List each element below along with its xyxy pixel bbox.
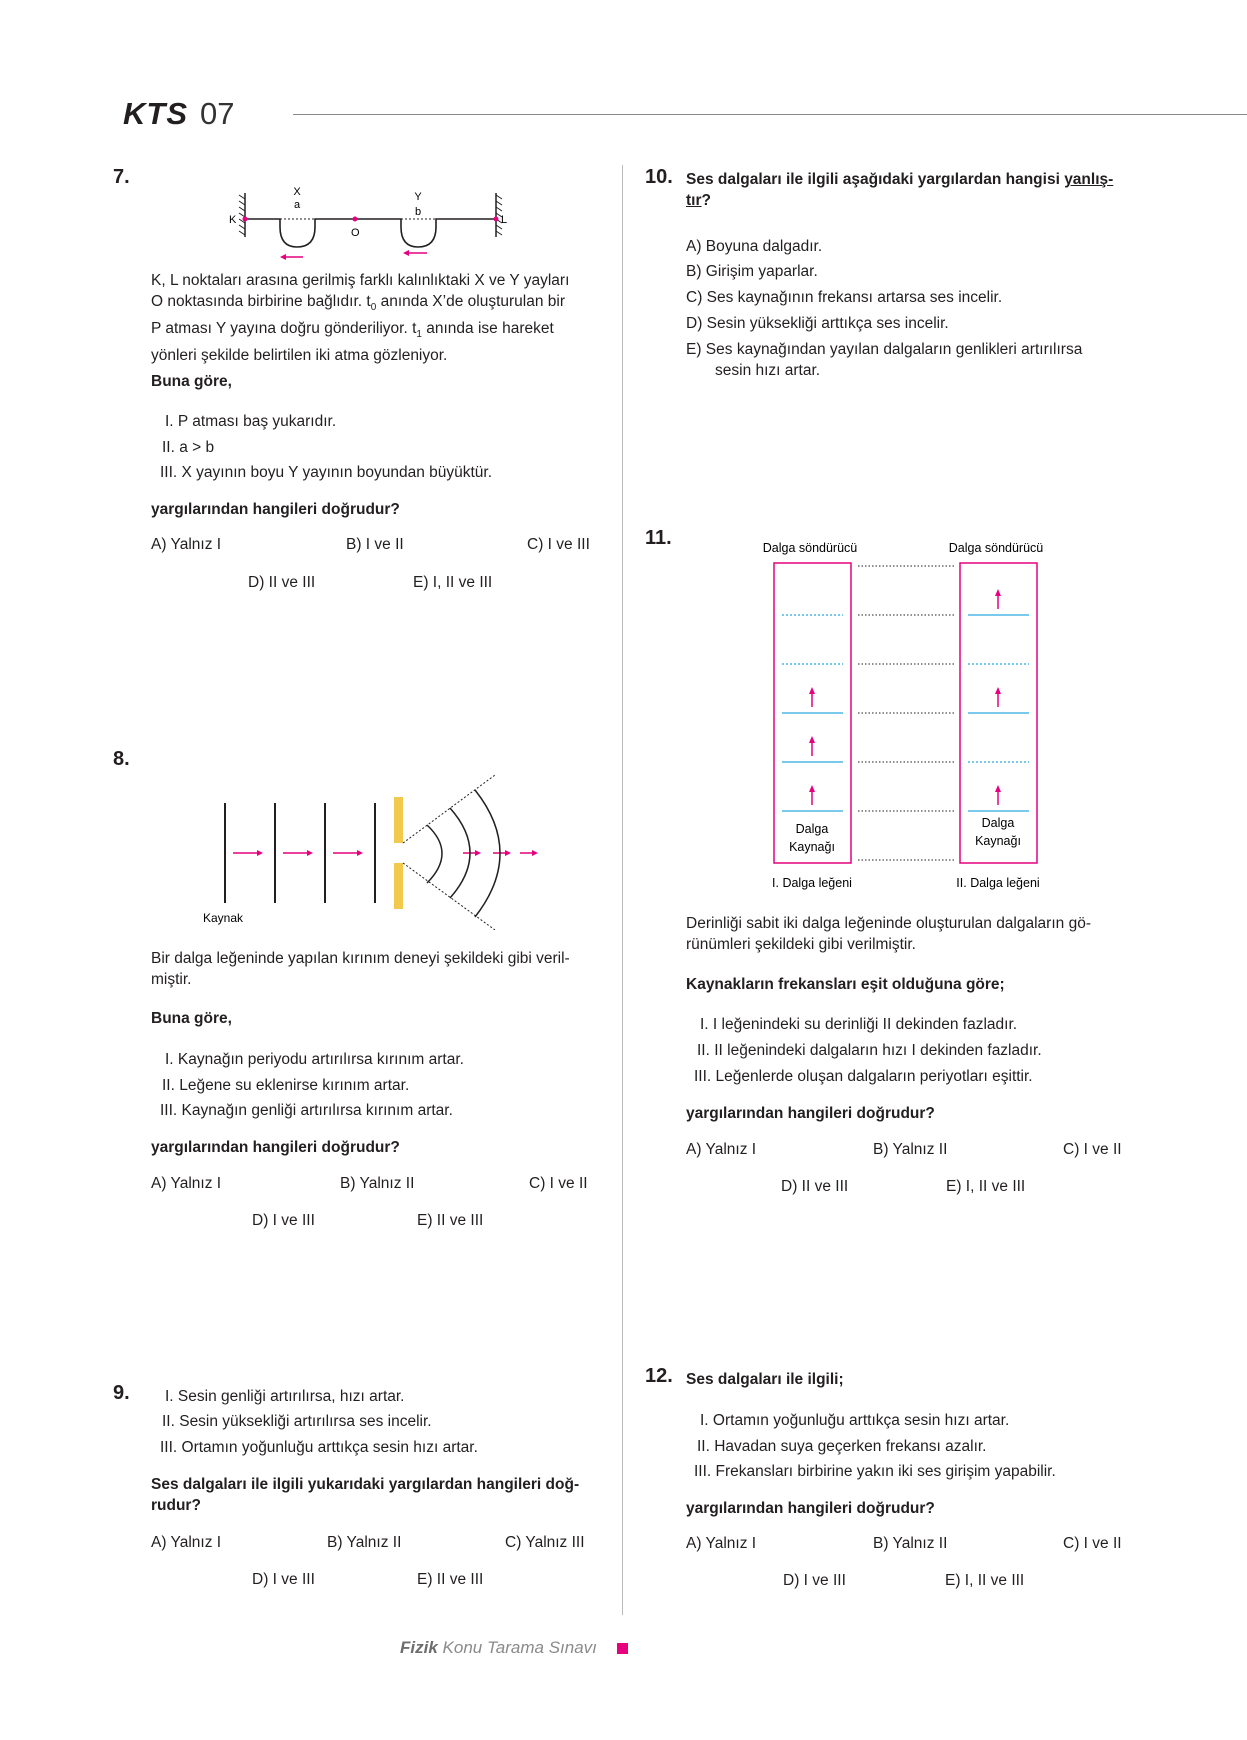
q12-lead: Ses dalgaları ile ilgili; xyxy=(686,1371,844,1388)
q7-label-b: b xyxy=(414,206,422,218)
q11-source-right-1: Dalga xyxy=(981,816,1015,830)
q11-option-a[interactable]: A) Yalnız I xyxy=(686,1141,757,1158)
q7-option-e[interactable]: E) I, II ve III xyxy=(413,574,493,591)
q9-item-3: III. Ortamın yoğunluğu arttıkça sesin hızı artar. xyxy=(160,1439,478,1456)
q8-item-2: II. Leğene su eklenirse kırınım artar. xyxy=(162,1077,410,1094)
q9-option-a[interactable]: A) Yalnız I xyxy=(151,1534,222,1551)
q11-source-left-2: Kaynağı xyxy=(789,840,835,854)
q11-option-e[interactable]: E) I, II ve III xyxy=(946,1178,1026,1195)
q8-option-c[interactable]: C) I ve II xyxy=(529,1175,588,1192)
q8-option-b[interactable]: B) Yalnız II xyxy=(340,1175,415,1192)
q7-item-3: III. X yayının boyu Y yayının boyundan büyüktür. xyxy=(160,464,493,481)
q9-option-e[interactable]: E) II ve III xyxy=(417,1571,484,1588)
q7-option-a[interactable]: A) Yalnız I xyxy=(151,536,222,553)
q7-option-d[interactable]: D) II ve III xyxy=(248,574,316,591)
q11-damper-right: Dalga söndürücü xyxy=(948,541,1044,555)
q11-damper-left: Dalga söndürücü xyxy=(762,541,858,555)
q11-option-b[interactable]: B) Yalnız II xyxy=(873,1141,948,1158)
q10-number: 10. xyxy=(645,166,673,188)
q10-option-d[interactable]: D) Sesin yüksekliği arttıkça ses incelir. xyxy=(686,315,949,332)
q12-number: 12. xyxy=(645,1365,673,1387)
exam-number: 07 xyxy=(200,96,235,131)
q8-stem: Bir dalga leğeninde yapılan kırınım deneyi şekildeki gibi veril- miştir. xyxy=(151,950,570,988)
q11-stem: Derinliği sabit iki dalga leğeninde oluşturulan dalgaların gö- rünümleri şekildeki gibi verilmiştir. xyxy=(686,915,1091,953)
q11-option-d[interactable]: D) II ve III xyxy=(781,1178,849,1195)
q7-question: yargılarından hangileri doğrudur? xyxy=(151,501,400,518)
q8-number: 8. xyxy=(113,748,130,770)
q9-item-2: II. Sesin yüksekliği artırılırsa ses incelir. xyxy=(162,1413,432,1430)
q11-item-1: I. I leğenindeki su derinliği II dekinden fazladır. xyxy=(700,1016,1018,1033)
q11-tank2-label: II. Dalga leğeni xyxy=(956,876,1040,890)
q8-label-source: Kaynak xyxy=(203,911,244,925)
q10-option-a[interactable]: A) Boyuna dalgadır. xyxy=(686,238,823,255)
q7-stem: K, L noktaları arasına gerilmiş farklı kalınlıktaki X ve Y yayları O noktasında birbirine bağlıdır. $t_0$ anında X’de oluşturulan bir P atması Y yayına doğru gönderiliyor. $t_1$ anında ise hareket yönleri şekilde belirtilen iki atma gözleniyor. xyxy=(151,272,570,365)
q12-question: yargılarından hangileri doğrudur? xyxy=(686,1500,935,1517)
q7-item-1: I. P atması baş yukarıdır. xyxy=(165,413,337,430)
q11-lead: Kaynakların frekansları eşit olduğuna göre; xyxy=(686,976,1005,993)
q7-label-l: L xyxy=(501,214,508,226)
q12-item-1: I. Ortamın yoğunluğu arttıkça sesin hızı artar. xyxy=(700,1412,1010,1429)
q10-option-e[interactable]: E) Ses kaynağından yayılan dalgaların genlikleri artırılırsa sesin hızı artar. xyxy=(686,341,1083,379)
q11-number: 11. xyxy=(645,527,672,549)
q9-option-d[interactable]: D) I ve III xyxy=(252,1571,315,1588)
brand-label: KTS xyxy=(123,96,188,131)
q12-option-e[interactable]: E) I, II ve III xyxy=(945,1572,1025,1589)
q8-figure xyxy=(195,765,555,930)
footer-subject: Fizik xyxy=(400,1638,438,1657)
q9-option-c[interactable]: C) Yalnız III xyxy=(505,1534,585,1551)
q7-number: 7. xyxy=(113,166,130,188)
q7-label-x: X xyxy=(293,186,301,198)
q7-label-a: a xyxy=(293,199,301,211)
q7-label-k: K xyxy=(229,214,237,226)
q11-figure xyxy=(750,535,1080,895)
q10-option-c[interactable]: C) Ses kaynağının frekansı artarsa ses incelir. xyxy=(686,289,1003,306)
q7-figure xyxy=(225,185,515,265)
q11-option-c[interactable]: C) I ve II xyxy=(1063,1141,1122,1158)
q10-stem: Ses dalgaları ile ilgili aşağıdaki yargılardan hangisi yanlış- tır? xyxy=(686,171,1114,209)
q12-option-c[interactable]: C) I ve II xyxy=(1063,1535,1122,1552)
column-divider xyxy=(622,165,623,1615)
q7-item-2: II. a > b xyxy=(162,439,215,456)
q7-label-o: O xyxy=(351,227,360,239)
q12-item-3: III. Frekansları birbirine yakın iki ses girişim yapabilir. xyxy=(694,1463,1056,1480)
q11-tank1-label: I. Dalga leğeni xyxy=(772,876,852,890)
q12-option-d[interactable]: D) I ve III xyxy=(783,1572,846,1589)
q8-question: yargılarından hangileri doğrudur? xyxy=(151,1139,400,1156)
q7-lead: Buna göre, xyxy=(151,373,232,390)
q11-question: yargılarından hangileri doğrudur? xyxy=(686,1105,935,1122)
q8-item-1: I. Kaynağın periyodu artırılırsa kırınım artar. xyxy=(165,1051,464,1068)
q12-option-a[interactable]: A) Yalnız I xyxy=(686,1535,757,1552)
q10-option-b[interactable]: B) Girişim yaparlar. xyxy=(686,263,818,280)
q7-option-c[interactable]: C) I ve III xyxy=(527,536,590,553)
q11-source-right-2: Kaynağı xyxy=(975,834,1021,848)
q9-number: 9. xyxy=(113,1382,130,1404)
q11-item-2: II. II leğenindeki dalgaların hızı I dekinden fazladır. xyxy=(697,1042,1042,1059)
q11-source-left-1: Dalga xyxy=(795,822,829,836)
q8-option-d[interactable]: D) I ve III xyxy=(252,1212,315,1229)
q12-item-2: II. Havadan suya geçerken frekansı azalır. xyxy=(697,1438,987,1455)
q7-option-b[interactable]: B) I ve II xyxy=(346,536,404,553)
q7-label-y: Y xyxy=(414,191,422,203)
q8-option-e[interactable]: E) II ve III xyxy=(417,1212,484,1229)
footer-exam-name: Konu Tarama Sınavı xyxy=(442,1638,597,1657)
q11-item-3: III. Leğenlerde oluşan dalgaların periyotları eşittir. xyxy=(694,1068,1033,1085)
q12-option-b[interactable]: B) Yalnız II xyxy=(873,1535,948,1552)
footer-square-icon xyxy=(617,1643,628,1654)
header-rule xyxy=(293,114,1247,115)
q9-option-b[interactable]: B) Yalnız II xyxy=(327,1534,402,1551)
q9-question: Ses dalgaları ile ilgili yukarıdaki yargılardan hangileri doğ- rudur? xyxy=(151,1476,580,1514)
q8-option-a[interactable]: A) Yalnız I xyxy=(151,1175,222,1192)
q8-item-3: III. Kaynağın genliği artırılırsa kırınım artar. xyxy=(160,1102,453,1119)
q9-item-1: I. Sesin genliği artırılırsa, hızı artar. xyxy=(165,1388,405,1405)
q8-lead: Buna göre, xyxy=(151,1010,232,1027)
footer-title xyxy=(400,1638,597,1658)
